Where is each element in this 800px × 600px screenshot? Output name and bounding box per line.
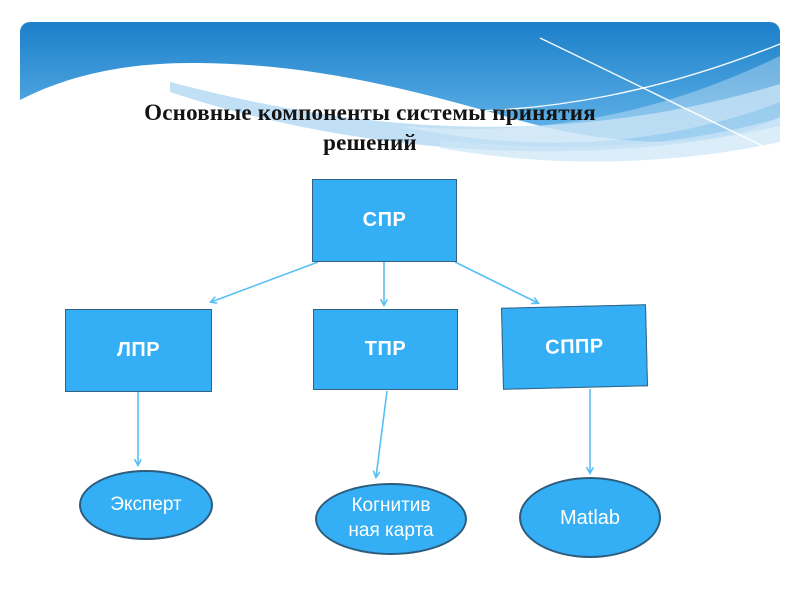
slide-title-line-1: Основные компоненты системы принятия <box>144 100 596 125</box>
node-matlab <box>519 477 661 558</box>
connector-spr-lpr <box>211 262 318 302</box>
node-sppr <box>501 304 648 390</box>
node-matlab-label: Matlab <box>559 506 621 529</box>
node-spr <box>312 179 457 262</box>
node-cogmap <box>315 483 467 555</box>
slide-title-line-2: решений <box>323 129 417 155</box>
node-tpr <box>313 309 458 390</box>
node-lpr <box>65 309 212 392</box>
node-spr-label: СПР <box>362 209 407 231</box>
node-lpr-label: ЛПР <box>116 339 161 361</box>
node-cogmap-label <box>348 494 433 543</box>
node-tpr-label: ТПР <box>364 338 407 360</box>
node-cogmap-line-1: Когнитив <box>351 495 431 517</box>
node-expert <box>79 470 213 540</box>
node-sppr-label: СППР <box>544 334 605 359</box>
connector-tpr-cogmap <box>376 391 387 477</box>
node-expert-label: Эксперт <box>110 493 182 515</box>
slide-title <box>60 98 680 158</box>
connector-spr-sppr <box>455 262 538 303</box>
node-cogmap-line-2: ная карта <box>348 520 434 541</box>
